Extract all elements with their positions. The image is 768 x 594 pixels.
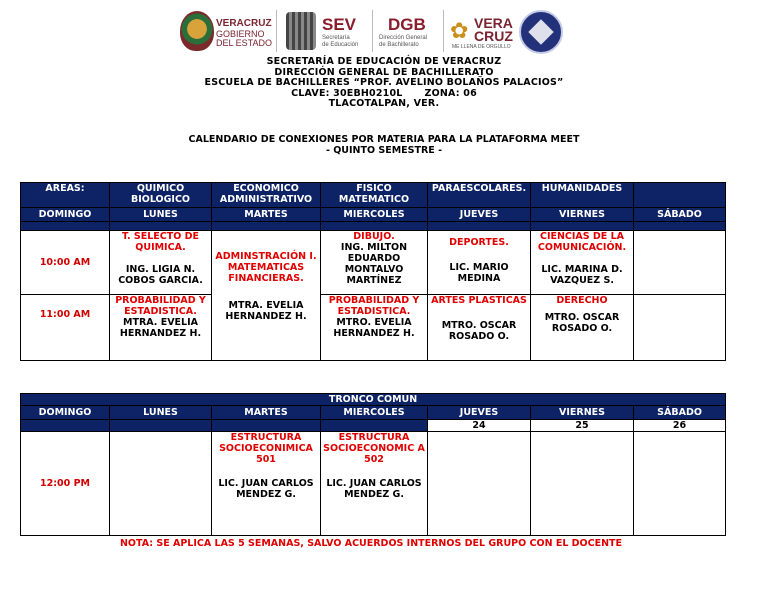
day-jueves: JUEVES: [428, 208, 531, 222]
sev-subtitle-line1: Secretaría: [322, 35, 350, 41]
dates-row: [21, 420, 726, 432]
subject-name: ARTES PLASTICAS: [431, 295, 527, 306]
class-cell: [428, 231, 531, 295]
logo-bar: [0, 8, 768, 54]
veracruz-logo-line3: DEL ESTADO: [216, 38, 273, 48]
veracruz-brand-line2: CRUZ: [474, 28, 513, 44]
class-cell: [110, 295, 212, 361]
teacher-name: MTRO. OSCAR ROSADO O.: [441, 320, 517, 342]
day-martes: MARTES: [212, 208, 321, 222]
veracruz-logo-line2: GOBIERNO: [216, 29, 265, 39]
table-row: [21, 432, 726, 536]
class-cell: [428, 295, 531, 361]
areas-row: [21, 183, 726, 208]
days-row: [21, 406, 726, 420]
dgb-subtitle-line2: de Bachillerato: [379, 42, 419, 48]
school-emblem-icon: [519, 10, 563, 54]
teacher-name: ING. LIGIA N. COBOS GARCIA.: [118, 264, 203, 286]
date-viernes: 25: [531, 420, 634, 432]
empty-cell: [428, 432, 531, 536]
day-viernes: VIERNES: [531, 406, 634, 420]
header-line2: DIRECCIÓN GENERAL DE BACHILLERATO: [274, 66, 494, 78]
teacher-name: LIC. JUAN CARLOS MENDEZ G.: [326, 478, 422, 500]
empty-cell: [634, 295, 726, 361]
subject-name: DIBUJO.: [353, 231, 395, 242]
table-row: [21, 231, 726, 295]
subject-name: PROBABILIDAD Y ESTADISTICA.: [328, 295, 420, 317]
veracruz-brand-tagline: ME LLENA DE ORGULLO: [452, 44, 511, 50]
logo-divider: [372, 10, 373, 52]
day-martes: MARTES: [212, 406, 321, 420]
empty-cell: [634, 231, 726, 295]
sev-logo-subtitle: [322, 35, 358, 49]
header-clave: CLAVE: 30EBH0210L: [291, 87, 403, 99]
day-miercoles: MIERCOLES: [321, 208, 428, 222]
days-row: [21, 208, 726, 222]
calendar-title-line1: CALENDARIO DE CONEXIONES POR MATERIA PARA LA PLATAFORMA MEET: [188, 134, 580, 145]
dgb-subtitle-line1: Dirección General: [379, 35, 428, 41]
teacher-name: MTRO. OSCAR ROSADO O.: [544, 312, 620, 334]
schedule-table-tronco-comun: [20, 393, 726, 536]
day-miercoles: MIERCOLES: [321, 406, 428, 420]
logo-divider: [443, 10, 444, 52]
day-sabado: SÁBADO: [634, 208, 726, 222]
teacher-name: MTRO. EVELIA HERNANDEZ H.: [333, 317, 415, 339]
footnote: NOTA: SE APLICA LAS 5 SEMANAS, SALVO ACUERDOS INTERNOS DEL GRUPO CON EL DOCENTE: [119, 538, 623, 549]
class-cell: [531, 295, 634, 361]
class-cell: [321, 295, 428, 361]
subject-name: ESTRUCTURA SOCIOECONOMIC A 502: [323, 432, 425, 465]
sev-logo-title: SEV: [322, 15, 357, 34]
sev-subtitle-line2: de Educación: [322, 42, 359, 48]
teacher-name: ING. MILTON EDUARDO MONTALVO MARTÍNEZ: [340, 242, 408, 286]
date-sabado: 26: [634, 420, 726, 432]
teacher-name: LIC. JUAN CARLOS MENDEZ G.: [218, 478, 314, 500]
time-cell: 11:00 AM: [21, 295, 110, 361]
empty-cell: [110, 432, 212, 536]
header-line3: ESCUELA DE BACHILLERES “PROF. AVELINO BOLAÑOS PALACIOS”: [204, 77, 564, 88]
subject-name: PROBABILIDAD Y ESTADISTICA.: [115, 295, 206, 317]
subject-name: DERECHO: [556, 295, 608, 306]
table-row: [21, 295, 726, 361]
date-cell: [21, 420, 110, 432]
calendar-title-line2: - QUINTO SEMESTRE -: [325, 145, 443, 156]
tronco-comun-heading: TRONCO COMUN: [21, 394, 726, 406]
empty-cell: [634, 432, 726, 536]
mexico-shield-icon: [286, 12, 316, 50]
header-city: TLACOTALPAN, VER.: [328, 98, 440, 109]
calendar-title: [0, 134, 768, 156]
area-fisico-matematico: FISICO MATEMATICO: [321, 183, 428, 208]
areas-label: AREAS:: [21, 183, 110, 208]
flower-icon: ✿: [450, 18, 469, 43]
time-cell: 12:00 PM: [21, 432, 110, 536]
day-jueves: JUEVES: [428, 406, 531, 420]
teacher-name: MTRA. EVELIA HERNANDEZ H.: [225, 300, 307, 322]
day-domingo: DOMINGO: [21, 406, 110, 420]
logo-divider: [276, 10, 277, 52]
class-cell: [321, 231, 428, 295]
teacher-name: MTRA. EVELIA HERNANDEZ H.: [119, 317, 202, 339]
teacher-name: LIC. MARINA D. VAZQUEZ S.: [541, 264, 623, 286]
class-cell: [110, 231, 212, 295]
subject-name: CIENCIAS DE LA COMUNICACIÓN.: [537, 231, 627, 253]
teacher-name: LIC. MARIO MEDINA: [449, 262, 509, 284]
document-header: [0, 57, 768, 110]
area-empty: [634, 183, 726, 208]
class-cell: [531, 231, 634, 295]
veracruz-brand-title: [474, 17, 513, 43]
date-cell: [212, 420, 321, 432]
area-humanidades: HUMANIDADES: [531, 183, 634, 208]
area-paraescolares: PARAESCOLARES.: [428, 183, 531, 208]
subject-name: T. SELECTO DE QUIMICA.: [121, 231, 200, 253]
subject-name: ADMINSTRACIÓN I. MATEMATICAS FINANCIERAS.: [215, 251, 317, 284]
day-viernes: VIERNES: [531, 208, 634, 222]
veracruz-logo-line1: VERACRUZ: [216, 18, 272, 29]
class-cell: [212, 432, 321, 536]
class-cell: [321, 432, 428, 536]
dgb-logo-title: DGB: [388, 15, 426, 34]
empty-cell: [531, 432, 634, 536]
day-lunes: LUNES: [110, 208, 212, 222]
area-quimico-biologico: QUIMICO BIOLOGICO: [110, 183, 212, 208]
date-cell: [110, 420, 212, 432]
tronco-heading-row: [21, 394, 726, 406]
subject-name: ESTRUCTURA SOCIOECONIMICA 501: [219, 432, 313, 465]
dgb-logo-subtitle: [379, 35, 427, 49]
time-cell: 10:00 AM: [21, 231, 110, 295]
schedule-table-areas: [20, 182, 726, 361]
date-jueves: 24: [428, 420, 531, 432]
class-cell: [212, 231, 321, 361]
veracruz-brand-line1: VERA: [474, 15, 513, 31]
day-sabado: SÁBADO: [634, 406, 726, 420]
date-cell: [321, 420, 428, 432]
subject-name: DEPORTES.: [449, 237, 509, 248]
area-economico-administrativo: ECONOMICO ADMINISTRATIVO: [212, 183, 321, 208]
header-line1: SECRETARÍA DE EDUCACIÓN DE VERACRUZ: [266, 56, 502, 67]
veracruz-seal-icon: [180, 11, 214, 51]
day-domingo: DOMINGO: [21, 208, 110, 222]
spacer-row: [21, 222, 726, 231]
day-lunes: LUNES: [110, 406, 212, 420]
header-zona: ZONA: 06: [424, 87, 477, 99]
